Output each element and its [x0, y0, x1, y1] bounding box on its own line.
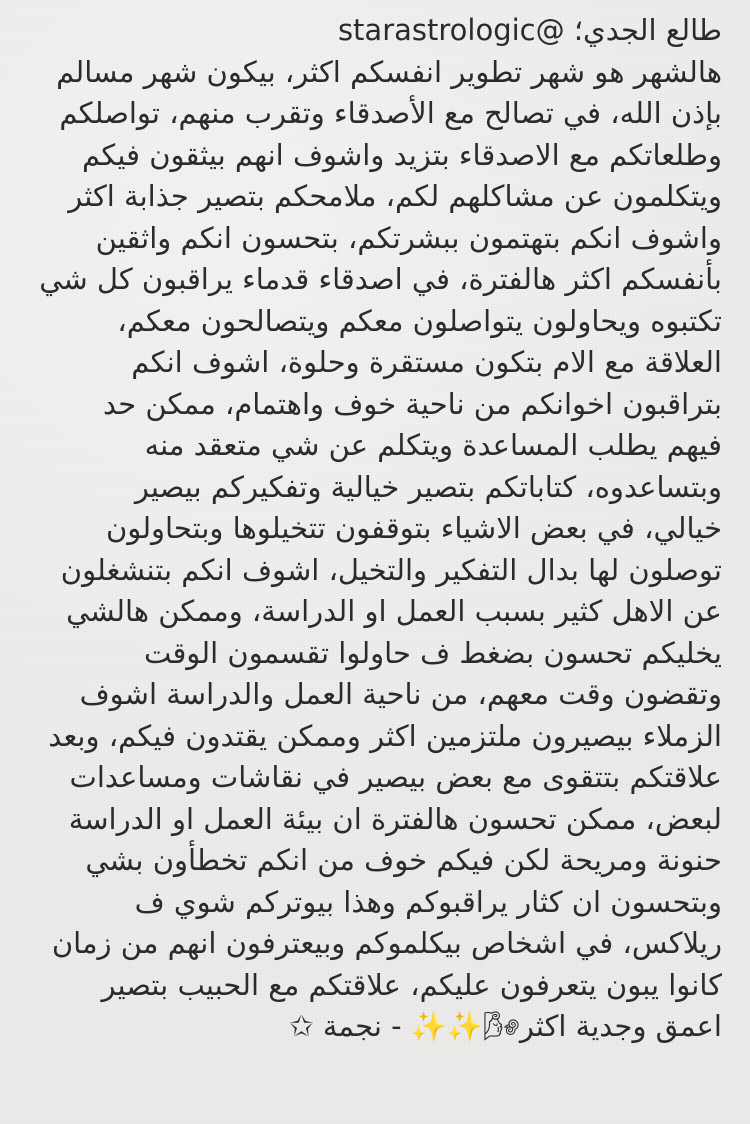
- note-line: وبتحسون ان كثار يراقبوكم وهذا بيوتركم شوي ف: [134, 884, 722, 919]
- note-line: توصلون لها بدال التفكير والتخيل، اشوف انكم بتنشغلون: [60, 552, 722, 587]
- note-line: حنونة ومريحة لكن فيكم خوف من انكم تخطأون بشي: [85, 843, 722, 877]
- note-line: وطلعاتكم مع الاصدقاء بتزيد واشوف انهم بيثقون فيكم: [82, 137, 722, 172]
- note-line: هالشهر هو شهر تطوير انفسكم اكثر، بيكون شهر مسالم: [56, 54, 722, 89]
- note-line: وتقضون وقت معهم، من ناحية العمل والدراسة اشوف: [79, 677, 722, 711]
- note-line: اعمق وجدية اكثر🌬✨✨ - نجمة ✩: [289, 1009, 722, 1043]
- note-line: يخليكم تحسون بضغط ف حاولوا تقسمون الوقت: [143, 635, 722, 670]
- note-line: تكتبوه ويحاولون يتواصلون معكم ويتصالحون معكم،: [117, 303, 722, 338]
- note-line: لبعض، ممكن تحسون هالفترة ان بيئة العمل او الدراسة: [68, 801, 722, 836]
- note-line: علاقتكم بتتقوى مع بعض بيصير في نقاشات ومساعدات: [69, 760, 722, 794]
- note-line: الزملاء بيصيرون ملتزمين اكثر وممكن يقتدون فيكم، وبعد: [48, 718, 722, 753]
- note-line: طالع الجدي؛ @starastrologic: [337, 13, 722, 47]
- note-line: واشوف انكم بتهتمون ببشرتكم، بتحسون انكم واثقين: [95, 220, 722, 255]
- note-line: كانوا يبون يتعرفون عليكم، علاقتكم مع الحبيب بتصير: [101, 967, 722, 1002]
- note-line: فيهم يطلب المساعدة ويتكلم عن شي متعقد منه: [144, 428, 722, 462]
- note-line: ريلاكس، في اشخاص بيكلموكم وبيعترفون انهم من زمان: [51, 926, 722, 960]
- note-line: العلاقة مع الام بتكون مستقرة وحلوة، اشوف انكم: [131, 345, 722, 379]
- note-line: عن الاهل كثير بسبب العمل او الدراسة، وممكن هالشي: [66, 594, 722, 628]
- note-line: وبتساعدوه، كتاباتكم بتصير خيالية وتفكيركم بيصير: [134, 469, 722, 504]
- note-line: ويتكلمون عن مشاكلهم لكم، ملامحكم بتصير جذابة اكثر: [68, 179, 722, 213]
- note-line: بتراقبون اخوانكم من ناحية خوف واهتمام، ممكن حد: [103, 386, 722, 421]
- note-line: بأنفسكم اكثر هالفترة، في اصدقاء قدماء يراقبون كل شي: [39, 262, 722, 296]
- note-line: بإذن الله، في تصالح مع الأصدقاء وتقرب منهم، تواصلكم: [59, 96, 722, 130]
- note-line: خيالي، في بعض الاشياء بتوقفون تتخيلوها وبتحاولون: [105, 511, 722, 545]
